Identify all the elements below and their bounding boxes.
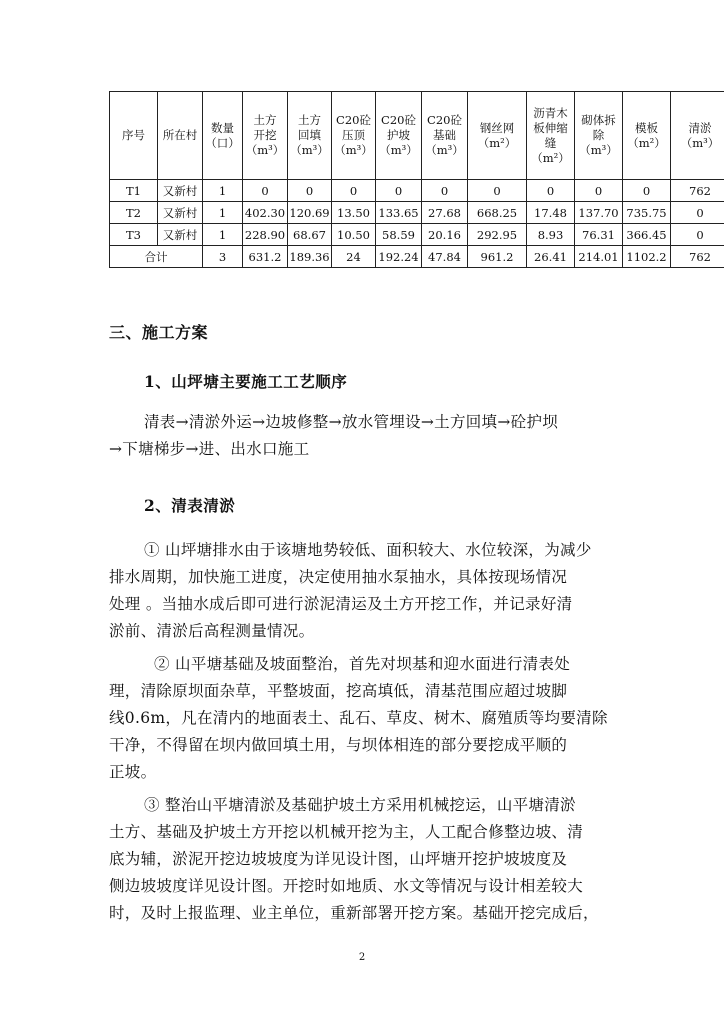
paragraph-drainage: [109, 537, 719, 645]
table-cell: 0: [671, 202, 724, 224]
column-header-line: C20砼: [336, 113, 371, 127]
table-cell: 0: [288, 180, 332, 202]
column-header-line: （口）: [205, 135, 240, 150]
table-cell: 又新村: [158, 180, 203, 202]
process-sequence-paragraph: [109, 409, 719, 463]
paragraph-line: ② 山平塘基础及坡面整治，首先对坝基和迎水面进行清表处: [154, 655, 571, 673]
table-cell: 0: [422, 180, 468, 202]
table-cell: 又新村: [158, 224, 203, 246]
page-number: 2: [358, 952, 366, 963]
table-cell: 10.50: [332, 224, 376, 246]
table-cell: 24: [332, 246, 376, 268]
table-cell: 402.30: [243, 202, 288, 224]
table-cell: 8.93: [527, 224, 575, 246]
column-header-line: C20砼: [381, 113, 416, 127]
paragraph-line: 排水周期，加快施工进度，决定使用抽水泵抽水，具体按现场情况: [109, 568, 568, 586]
column-header: [332, 92, 376, 180]
table-cell: 47.84: [422, 246, 468, 268]
column-header-line: （m²）: [477, 135, 517, 150]
table-cell: 192.24: [376, 246, 422, 268]
column-header-line: 模板: [635, 120, 658, 135]
column-header-line: （m³）: [579, 143, 618, 157]
column-header-line: 基础: [433, 128, 456, 142]
paragraph-line: 正坡。: [109, 763, 157, 781]
table-cell: 735.75: [623, 202, 671, 224]
table-cell: 133.65: [376, 202, 422, 224]
total-row: [110, 246, 724, 268]
table-cell: 76.31: [575, 224, 623, 246]
table-cell: 292.95: [468, 224, 527, 246]
column-header: [110, 92, 158, 180]
paragraph-foundation: [109, 651, 719, 786]
column-header-line: C20砼: [427, 113, 462, 127]
table-cell: T1: [110, 180, 158, 202]
quantities-table: [109, 91, 724, 268]
table-cell: 214.01: [575, 246, 623, 268]
column-header-line: 除: [592, 128, 605, 142]
column-header-line: 土方: [298, 113, 321, 127]
column-header-line: 护坡: [387, 128, 410, 142]
paragraph-line: 处理 。当抽水成后即可进行淤泥清运及土方开挖工作，并记录好清: [109, 595, 573, 613]
column-header-line: （m³）: [245, 143, 285, 157]
column-header-line: 清淤: [688, 120, 712, 135]
paragraph-line: 底为辅，淤泥开挖边坡坡度为详见设计图，山坪塘开挖护坡坡度及: [109, 850, 568, 868]
table-cell: 762: [671, 246, 724, 268]
column-header: [288, 92, 332, 180]
paragraph-line: ③ 整治山平塘清淤及基础护坡土方采用机械挖运，山平塘清淤: [144, 796, 576, 814]
column-header-line: 缝: [544, 135, 557, 150]
table-cell: 1: [203, 224, 243, 246]
table-cell: 68.67: [288, 224, 332, 246]
table-cell: 0: [332, 180, 376, 202]
table-cell: 762: [671, 180, 724, 202]
paragraph-line: →下塘梯步→进、出水口施工: [109, 440, 310, 458]
table-cell: 1: [203, 202, 243, 224]
table-cell: 0: [527, 180, 575, 202]
paragraph-line: 时，及时上报监理、业主单位，重新部署开挖方案。基础开挖完成后，: [109, 904, 599, 922]
column-header-line: （m²）: [627, 135, 666, 150]
subsection-title-process-order: 1、山坪塘主要施工工艺顺序: [144, 372, 348, 391]
column-header-line: 序号: [122, 128, 145, 142]
table-cell: T3: [110, 224, 158, 246]
column-header: [671, 92, 724, 180]
table-cell: T2: [110, 202, 158, 224]
column-header-line: （m³）: [379, 143, 418, 157]
table-cell: 0: [376, 180, 422, 202]
table-cell: 120.69: [288, 202, 332, 224]
table-cell: 961.2: [468, 246, 527, 268]
table-cell: 27.68: [422, 202, 468, 224]
column-header-line: （m³）: [334, 143, 373, 157]
column-header-line: （m²）: [531, 150, 570, 165]
column-header: [422, 92, 468, 180]
paragraph-line: ① 山坪塘排水由于该塘地势较低、面积较大、水位较深，为减少: [144, 541, 592, 559]
column-header: [527, 92, 575, 180]
column-header-line: 钢丝网: [479, 120, 515, 135]
paragraph-line: 理，清除原坝面杂草，平整坡面，挖高填低，清基范围应超过坡脚: [109, 682, 568, 700]
table-cell: 0: [468, 180, 527, 202]
paragraph-line: 清表→清淤外运→边坡修整→放水管埋设→土方回填→砼护坝: [144, 413, 559, 431]
column-header: [623, 92, 671, 180]
table-cell: 0: [671, 224, 724, 246]
column-header-line: 板伸缩: [533, 120, 568, 135]
table-cell: 0: [623, 180, 671, 202]
column-header-line: 回填: [298, 128, 321, 142]
column-header-line: （m³）: [290, 143, 329, 157]
table-cell: 13.50: [332, 202, 376, 224]
column-header: [376, 92, 422, 180]
quantities-table-wrapper: [109, 91, 724, 268]
table-cell: 26.41: [527, 246, 575, 268]
paragraph-line: 土方、基础及护坡土方开挖以机械开挖为主，人工配合修整边坡、清: [109, 823, 584, 841]
column-header-line: （m³）: [425, 143, 464, 157]
paragraph-line: 干净，不得留在坝内做回填土用，与坝体相连的部分要挖成平顺的: [109, 736, 568, 754]
table-cell: 17.48: [527, 202, 575, 224]
column-header-line: 土方: [253, 113, 277, 127]
column-header-line: 所在村: [162, 128, 198, 142]
paragraph-line: 淤前、清淤后高程测量情况。: [109, 622, 315, 640]
column-header-line: 数量: [211, 120, 234, 135]
table-cell: 228.90: [243, 224, 288, 246]
column-header: [203, 92, 243, 180]
column-header: [243, 92, 288, 180]
table-cell: 3: [203, 246, 243, 268]
table-cell: 0: [575, 180, 623, 202]
column-header-line: 压顶: [342, 128, 365, 142]
paragraph-line: 侧边坡坡度详见设计图。开挖时如地质、水文等情况与设计相差较大: [109, 877, 584, 895]
total-label: 合计: [110, 246, 203, 268]
table-row: [110, 180, 724, 202]
table-cell: 58.59: [376, 224, 422, 246]
table-cell: 1: [203, 180, 243, 202]
column-header-line: 沥青木: [533, 105, 568, 120]
table-cell: 1102.2: [623, 246, 671, 268]
column-header-line: 砌体拆: [581, 113, 616, 127]
table-cell: 20.16: [422, 224, 468, 246]
column-header-line: （m³）: [680, 135, 720, 150]
section-title: 三、施工方案: [109, 323, 209, 342]
column-header: [468, 92, 527, 180]
table-cell: 189.36: [288, 246, 332, 268]
table-cell: 631.2: [243, 246, 288, 268]
table-cell: 137.70: [575, 202, 623, 224]
table-row: [110, 202, 724, 224]
table-body: [110, 180, 724, 268]
paragraph-excavation: [109, 792, 719, 927]
column-header: [575, 92, 623, 180]
table-cell: 366.45: [623, 224, 671, 246]
paragraph-line: 线0.6m，凡在清内的地面表土、乱石、草皮、树木、腐殖质等均要清除: [109, 709, 608, 727]
column-header: [158, 92, 203, 180]
table-cell: 0: [243, 180, 288, 202]
table-cell: 又新村: [158, 202, 203, 224]
column-header-line: 开挖: [253, 128, 277, 142]
table-row: [110, 224, 724, 246]
table-cell: 668.25: [468, 202, 527, 224]
table-header-row: [110, 92, 724, 180]
subsection-title-clearing: 2、清表清淤: [144, 496, 236, 515]
